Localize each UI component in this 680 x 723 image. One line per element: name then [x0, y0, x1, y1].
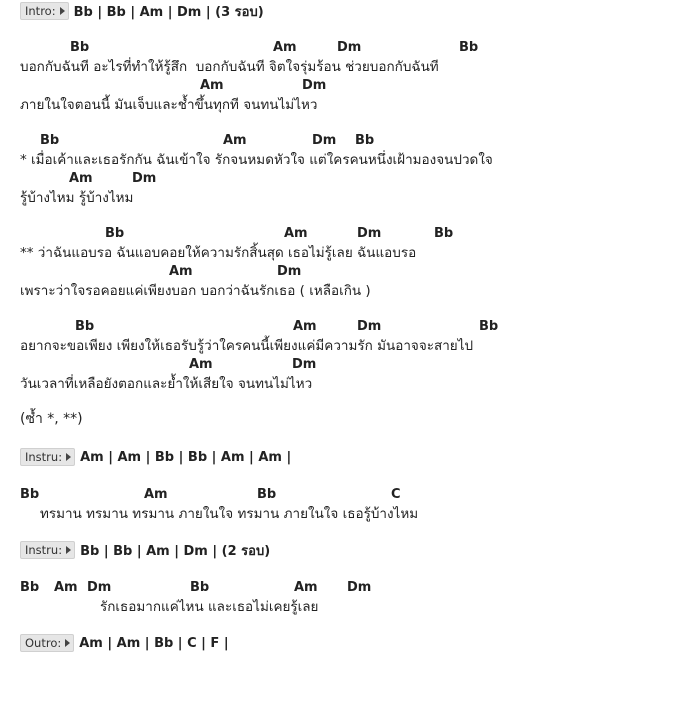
- chord-line: [0, 579, 680, 597]
- chord: Dm: [292, 357, 317, 372]
- instru-section: [20, 541, 270, 559]
- play-arrow-icon: [66, 453, 71, 461]
- lyric-line: รักเธอมากแค่ไหน และเธอไม่เคยรู้เลย: [100, 599, 319, 615]
- intro-section: [20, 2, 264, 20]
- chord: Am: [169, 264, 193, 279]
- instru-chords: Bb | Bb | Am | Dm | (2 รอบ): [80, 543, 271, 559]
- chord-line: [0, 225, 680, 243]
- chord: Am: [189, 357, 213, 372]
- intro-chords: Bb | Bb | Am | Dm | (3 รอบ): [73, 4, 264, 20]
- instru-chords: Am | Am | Bb | Bb | Am | Am |: [80, 449, 292, 465]
- chord: Dm: [312, 133, 337, 148]
- chord: Bb: [257, 487, 277, 502]
- chord: Dm: [337, 40, 362, 55]
- chord: Dm: [277, 264, 302, 279]
- lyric-line: ทรมาน ทรมาน ทรมาน ภายในใจ ทรมาน ภายในใจ เธอรู้บ้างไหม: [40, 506, 419, 522]
- chord-line: [0, 486, 680, 504]
- chord: Dm: [302, 78, 327, 93]
- chord-line: [0, 132, 680, 150]
- instru-label: Instru:: [25, 450, 63, 464]
- lyric-line: อยากจะขอเพียง เพียงให้เธอรับรู้ว่าใครคนนี้เพียงแค่มีความรัก มันอาจจะสายไป: [20, 338, 474, 354]
- chord: Bb: [190, 580, 210, 595]
- chord: Am: [294, 580, 318, 595]
- chord: Bb: [20, 487, 40, 502]
- chord: Bb: [70, 40, 90, 55]
- chord: Am: [144, 487, 168, 502]
- instru-button[interactable]: [20, 541, 75, 559]
- chord-line: [0, 170, 680, 188]
- chord: Am: [284, 226, 308, 241]
- chord: Dm: [132, 171, 157, 186]
- chord: Am: [54, 580, 78, 595]
- chord: Dm: [357, 226, 382, 241]
- intro-button[interactable]: [20, 2, 69, 20]
- chord: Bb: [459, 40, 479, 55]
- chord: Bb: [105, 226, 125, 241]
- chord: Am: [200, 78, 224, 93]
- chord: Bb: [479, 319, 499, 334]
- repeat-note: (ซ้ำ *, **): [20, 411, 83, 427]
- chord-line: [0, 39, 680, 57]
- chord: Am: [273, 40, 297, 55]
- instru-section: [20, 448, 291, 466]
- lyric-line: ภายในใจตอนนี้ มันเจ็บและช้ำขึ้นทุกที จนทนไม่ไหว: [20, 97, 318, 113]
- outro-section: [20, 634, 229, 652]
- lyric-line: ** ว่าฉันแอบรอ ฉันแอบคอยให้ความรักสิ้นสุด เธอไม่รู้เลย ฉันแอบรอ: [20, 245, 417, 261]
- chord-line: [0, 318, 680, 336]
- lyric-line: บอกกับฉันที อะไรที่ทำให้รู้สึก บอกกับฉันที จิตใจรุ่มร้อน ช่วยบอกกับฉันที: [20, 59, 439, 75]
- chord: Dm: [87, 580, 112, 595]
- chord: Bb: [40, 133, 60, 148]
- chord: Am: [293, 319, 317, 334]
- chord-line: [0, 77, 680, 95]
- chord: Bb: [20, 580, 40, 595]
- intro-label: Intro:: [25, 4, 56, 18]
- chord: Bb: [75, 319, 95, 334]
- chord: Am: [223, 133, 247, 148]
- play-arrow-icon: [66, 546, 71, 554]
- instru-button[interactable]: [20, 448, 75, 466]
- lyric-line: วันเวลาที่เหลือยังตอกและย้ำให้เสียใจ จนทนไม่ไหว: [20, 376, 313, 392]
- lyric-line: * เมื่อเค้าและเธอรักกัน ฉันเข้าใจ รักจนหมดหัวใจ แต่ใครคนหนึ่งเฝ้ามองจนปวดใจ: [20, 152, 493, 168]
- play-arrow-icon: [65, 639, 70, 647]
- chord: Am: [69, 171, 93, 186]
- chord: Bb: [434, 226, 454, 241]
- chord: C: [391, 487, 401, 502]
- chord: Dm: [357, 319, 382, 334]
- outro-button[interactable]: [20, 634, 74, 652]
- chord-line: [0, 356, 680, 374]
- play-arrow-icon: [60, 7, 65, 15]
- chord: Dm: [347, 580, 372, 595]
- lyric-line: เพราะว่าใจรอคอยแค่เพียงบอก บอกว่าฉันรักเธอ ( เหลือเกิน ): [20, 283, 371, 299]
- outro-label: Outro:: [25, 636, 62, 650]
- lyric-line: รู้บ้างไหม รู้บ้างไหม: [20, 190, 134, 206]
- chord-line: [0, 263, 680, 281]
- outro-chords: Am | Am | Bb | C | F |: [79, 635, 229, 651]
- chord: Bb: [355, 133, 375, 148]
- instru-label: Instru:: [25, 543, 63, 557]
